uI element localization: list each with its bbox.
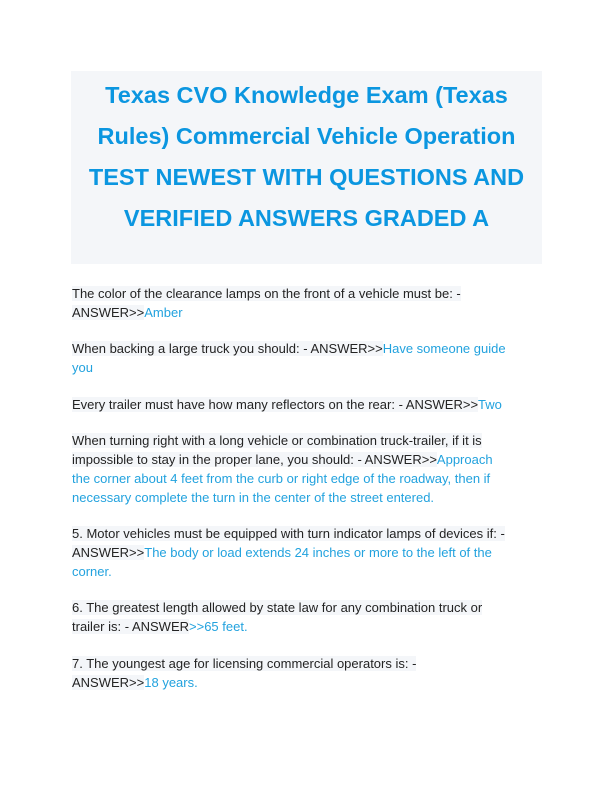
answer-2-cont: you — [72, 360, 93, 375]
qa-item-7 — [72, 654, 546, 692]
question-7-line-1: 7. The youngest age for licensing commercial operators is: - — [72, 656, 417, 671]
answer-7: 18 years. — [144, 675, 198, 690]
question-4-line-2: impossible to stay in the proper lane, you should: - ANSWER>> — [72, 452, 437, 467]
question-1: The color of the clearance lamps on the front of a vehicle must be: - — [72, 286, 461, 301]
answer-3: Two — [478, 397, 502, 412]
question-5-line-2: ANSWER>> — [72, 545, 145, 560]
answer-2: Have someone guide — [382, 341, 506, 356]
title-line-1: Texas CVO Knowledge Exam (Texas — [105, 82, 508, 108]
answer-6: >>65 feet. — [189, 619, 248, 634]
title-box — [71, 71, 542, 264]
question-3: Every trailer must have how many reflectors on the rear: - ANSWER>> — [72, 397, 479, 412]
question-2: When backing a large truck you should: - ANSWER>> — [72, 341, 383, 356]
question-7-line-2: ANSWER>> — [72, 675, 145, 690]
qa-item-3 — [72, 395, 546, 414]
answer-4-line-2: the corner about 4 feet from the curb or right edge of the roadway, then if — [72, 471, 491, 486]
question-5-line-1: 5. Motor vehicles must be equipped with turn indicator lamps of devices if: - — [72, 526, 505, 541]
qa-item-4 — [72, 431, 546, 507]
qa-item-6 — [72, 598, 546, 636]
question-6-line-2: trailer is: - ANSWER — [72, 619, 190, 634]
answer-prefix-1: ANSWER>> — [72, 305, 145, 320]
answer-1: Amber — [144, 305, 183, 320]
question-4-line-1: When turning right with a long vehicle or combination truck-trailer, if it is — [72, 433, 482, 448]
answer-5-line-2: corner. — [72, 564, 112, 579]
title-line-2: Rules) Commercial Vehicle Operation — [97, 123, 516, 149]
qa-item-5 — [72, 524, 546, 581]
title-line-3: TEST NEWEST WITH QUESTIONS AND — [88, 164, 525, 190]
answer-4-line-1: Approach — [436, 452, 493, 467]
qa-item-2 — [72, 339, 546, 377]
qa-item-1 — [72, 284, 546, 322]
question-6-line-1: 6. The greatest length allowed by state law for any combination truck or — [72, 600, 483, 615]
answer-5-line-1: The body or load extends 24 inches or more to the left of the — [144, 545, 492, 560]
title-line-4: VERIFIED ANSWERS GRADED A — [123, 205, 490, 231]
answer-4-line-3: necessary complete the turn in the center of the street entered. — [72, 490, 435, 505]
